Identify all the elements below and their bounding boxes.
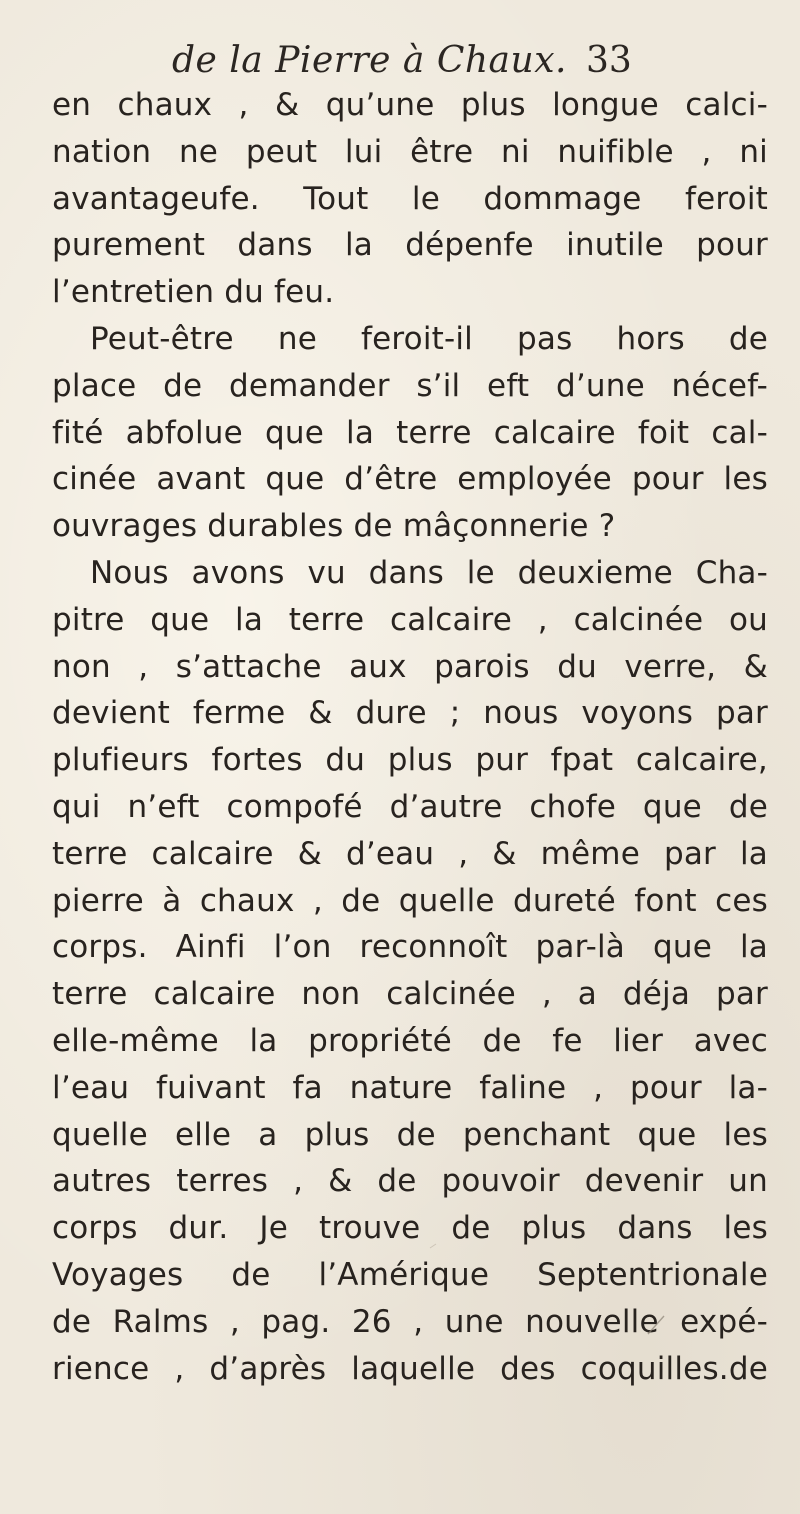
text-line: rience , d’après laquelle des coquilles.de: [52, 1350, 768, 1387]
text-line: avantageufe. Tout le dommage feroit: [52, 180, 768, 217]
text-line: nation ne peut lui être ni nuifible , ni: [52, 133, 768, 170]
running-title: de la Pierre à Chaux.: [172, 40, 567, 81]
text-line: l’eau fuivant fa nature faline , pour la-: [52, 1069, 768, 1106]
text-line: purement dans la dépenfe inutile pour: [52, 227, 768, 264]
text-line: pierre à chaux , de quelle dureté font ces: [52, 882, 768, 919]
text-line: l’entretien du feu.: [52, 274, 335, 311]
text-line: non , s’attache aux parois du verre, &: [52, 648, 768, 685]
text-line: devient ferme & dure ; nous voyons par: [52, 695, 768, 732]
text-line: plufieurs fortes du plus pur fpat calcaire,: [52, 742, 768, 779]
text-line: pitre que la terre calcaire , calcinée ou: [52, 601, 768, 638]
paragraph-first-line: Nous avons vu dans le deuxieme Cha-: [90, 554, 768, 591]
text-line: autres terres , & de pouvoir devenir un: [52, 1163, 768, 1200]
text-line: terre calcaire & d’eau , & même par la: [52, 835, 768, 872]
paragraph-first-line: Peut-être ne feroit-il pas hors de: [90, 320, 768, 357]
text-line: elle-même la propriété de fe lier avec: [52, 1022, 768, 1059]
body-text: [52, 82, 768, 1392]
text-line: quelle elle a plus de penchant que les: [52, 1116, 768, 1153]
text-line: terre calcaire non calcinée , a déja par: [52, 976, 768, 1013]
text-line: ouvrages durables de mâçonnerie ?: [52, 508, 616, 545]
page-number: 33: [586, 40, 632, 81]
text-line: Voyages de l’Amérique Septentrionale: [52, 1256, 768, 1293]
text-line: qui n’eft compofé d’autre chofe que de: [52, 788, 768, 825]
text-line: en chaux , & qu’une plus longue calci-: [52, 87, 768, 123]
text-line: fité abfolue que la terre calcaire foit cal-: [52, 414, 768, 451]
text-line: place de demander s’il eft d’une nécef-: [52, 367, 768, 404]
text-line: corps. Ainfi l’on reconnoît par-là que la: [52, 929, 768, 966]
text-line: cinée avant que d’être employée pour les: [52, 461, 768, 498]
text-line: de Ralms , pag. 26 , une nouvelle expé-: [52, 1303, 768, 1340]
text-line: corps dur. Je trouve de plus dans les: [52, 1210, 768, 1247]
